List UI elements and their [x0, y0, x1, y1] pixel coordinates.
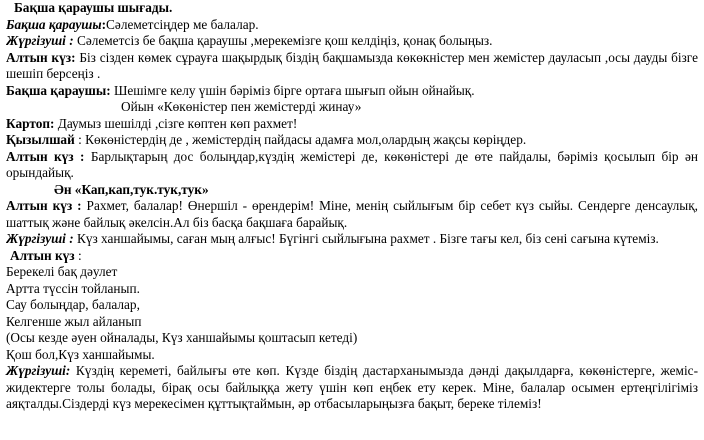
- dialogue-paragraph: [6, 50, 698, 83]
- dialogue-text: Сәлеметсіз бе бақша қараушы ,мерекемізге қош келдіңіз, қонақ болыңыз.: [73, 33, 493, 48]
- document-page: [6, 0, 698, 440]
- dialogue-text: Күз ханшайымы, саған мың алғыс! Бүгінгі сыйлығына рахмет . Бізге тағы кел, біз сені сағына күтеміз.: [73, 231, 659, 246]
- dialogue-text: Күздің кереметі, байлығы өте көп. Күзде біздің дастарханымызда дәнді дақылдарға, көкөністерге, жеміс-жидектерге толы болады, бірақ осы байлыққа жету үшін көп еңбек ету керек. Міне, балалар осымен ертеңгілігіміз аяқталды.Сіздерді күз мерекесімен құттықтаймын, әр отбасыларыңызға бақыт, береке тілеміз!: [6, 363, 698, 411]
- poem-line: Берекелі бақ дәулет: [6, 264, 118, 279]
- dialogue-line: [6, 33, 698, 50]
- dialogue-text: Шешімге келу үшін бәріміз бірге ортаға шығып ойын ойнайық.: [110, 82, 475, 98]
- speaker-suffix: :: [73, 148, 85, 164]
- speaker-label: Жүргізуші :: [6, 33, 74, 48]
- dialogue-line: [6, 17, 698, 34]
- poem-line: Артта түссін тойланып.: [6, 280, 140, 296]
- dialogue-text: Сәлеметсіңдер ме балалар.: [106, 16, 259, 32]
- speaker-label: Картоп:: [6, 115, 55, 131]
- speaker-label: Алтын күз: [6, 148, 74, 164]
- poem-line: Қош бол,Күз ханшайымы.: [6, 346, 155, 362]
- stage-direction: (Осы кезде әуен ойналады, Күз ханшайымы қоштасып кетеді): [6, 330, 358, 345]
- speaker-label: Алтын күз: [6, 49, 72, 65]
- document-title: Бақша қараушы шығады.: [14, 0, 173, 15]
- speaker-label: Алтын күз: [10, 247, 75, 263]
- dialogue-paragraph: [6, 363, 698, 413]
- game-title: Ойын «Көкөністер пен жемістердi жинау»: [121, 99, 362, 114]
- dialogue-text: Барлықтарың дос болыңдар,күздің жемістері де, көкөністері де өте пайдалы, бәріміз қосылып бір ән орындайық.: [6, 148, 698, 180]
- dialogue-line: [6, 132, 698, 149]
- poem-line: Келгенше жыл айланып: [6, 313, 142, 329]
- speaker-label: Жүргізуші:: [6, 363, 71, 378]
- dialogue-paragraph: [6, 198, 698, 231]
- poem-speaker-line: [6, 248, 698, 265]
- speaker-suffix: :: [74, 247, 82, 263]
- dialogue-line: [6, 116, 698, 133]
- speaker-label: Алтын күз: [6, 198, 73, 213]
- dialogue-text: : Көкөністердің де , жемістердің пайдасы адамға мол,олардың жақсы көріңдер.: [74, 132, 527, 147]
- dialogue-line: [6, 83, 698, 100]
- dialogue-text: Рахмет, балалар! Өнершіл - өрендерім! Міне, менің сыйлығым бір себет күз сыйы. Сендерге денсаулық, шаттық және байлық әкелсін.Ал біз басқа бақшаға барайық.: [6, 198, 698, 230]
- song-title: Ән «Кап,кап,тук.тук,тук»: [54, 181, 209, 197]
- speaker-suffix: :: [106, 82, 111, 98]
- speaker-label: Бақша қараушы: [6, 82, 107, 98]
- poem-line: Сау болыңдар, балалар,: [6, 297, 140, 312]
- dialogue-line: [6, 231, 698, 248]
- dialogue-paragraph: [6, 149, 698, 182]
- speaker-label: Бақша қараушы: [6, 16, 102, 32]
- speaker-label: Қызылшай: [6, 132, 75, 147]
- speaker-suffix: :: [72, 198, 82, 213]
- dialogue-text: Даумыз шешілді ,сізге көптен көп рахмет!: [54, 115, 298, 131]
- speaker-suffix: :: [101, 16, 107, 32]
- speaker-suffix: :: [71, 49, 76, 65]
- speaker-label: Жүргізуші :: [6, 231, 74, 246]
- dialogue-text: Біз сізден көмек сұрауға шақырдық біздің бақшамызда көкөкністер мен жемістер дауласып ,осы дауды бізге шешіп берсеңіз .: [6, 49, 698, 81]
